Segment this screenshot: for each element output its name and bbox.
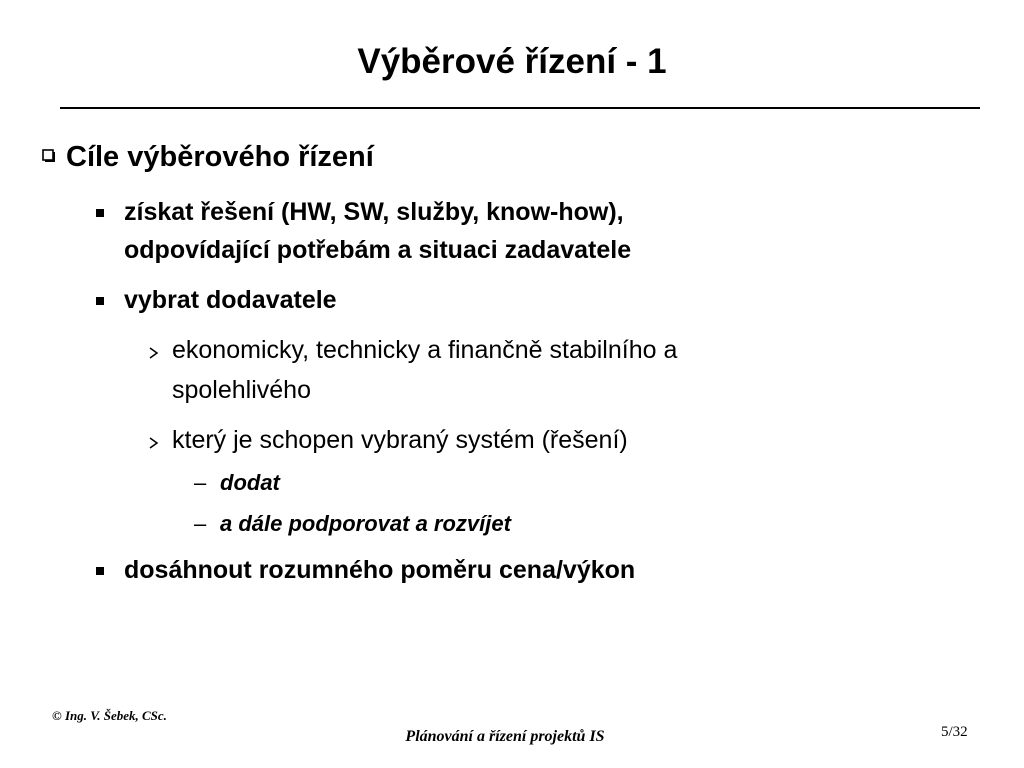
slide-title: Výběrové řízení - 1 [357, 42, 667, 81]
title-divider [60, 107, 980, 109]
arrowhead-bullet-icon [148, 436, 160, 448]
list-item-text: který je schopen vybraný systém (řešení) [172, 426, 628, 454]
list-item-text: získat řešení (HW, SW, služby, know-how), [124, 198, 624, 226]
list-item-text: dosáhnout rozumného poměru cena/výkon [124, 556, 636, 584]
filled-square-bullet-icon [96, 567, 104, 575]
list-item-text: spolehlivého [172, 376, 311, 404]
page-number: 5/32 [941, 724, 968, 740]
list-item-text: dodat [220, 470, 280, 495]
dash-bullet: – [194, 470, 207, 495]
list-item-text: a dále podporovat a rozvíjet [220, 511, 511, 536]
footer-course-title: Plánování a řízení projektů IS [405, 728, 605, 745]
list-item-text: odpovídající potřebám a situaci zadavatele [124, 236, 632, 264]
section-heading: Cíle výběrového řízení [66, 141, 374, 173]
list-item-text: ekonomicky, technicky a finančně stabilního a [172, 336, 678, 364]
footer-copyright: © Ing. V. Šebek, CSc. [52, 708, 167, 723]
list-item-text: vybrat dodavatele [124, 286, 337, 314]
dash-bullet: – [194, 511, 207, 536]
filled-square-bullet-icon [96, 297, 104, 305]
filled-square-bullet-icon [96, 209, 104, 217]
hollow-square-bullet-icon [42, 149, 56, 163]
arrowhead-bullet-icon [148, 346, 160, 358]
